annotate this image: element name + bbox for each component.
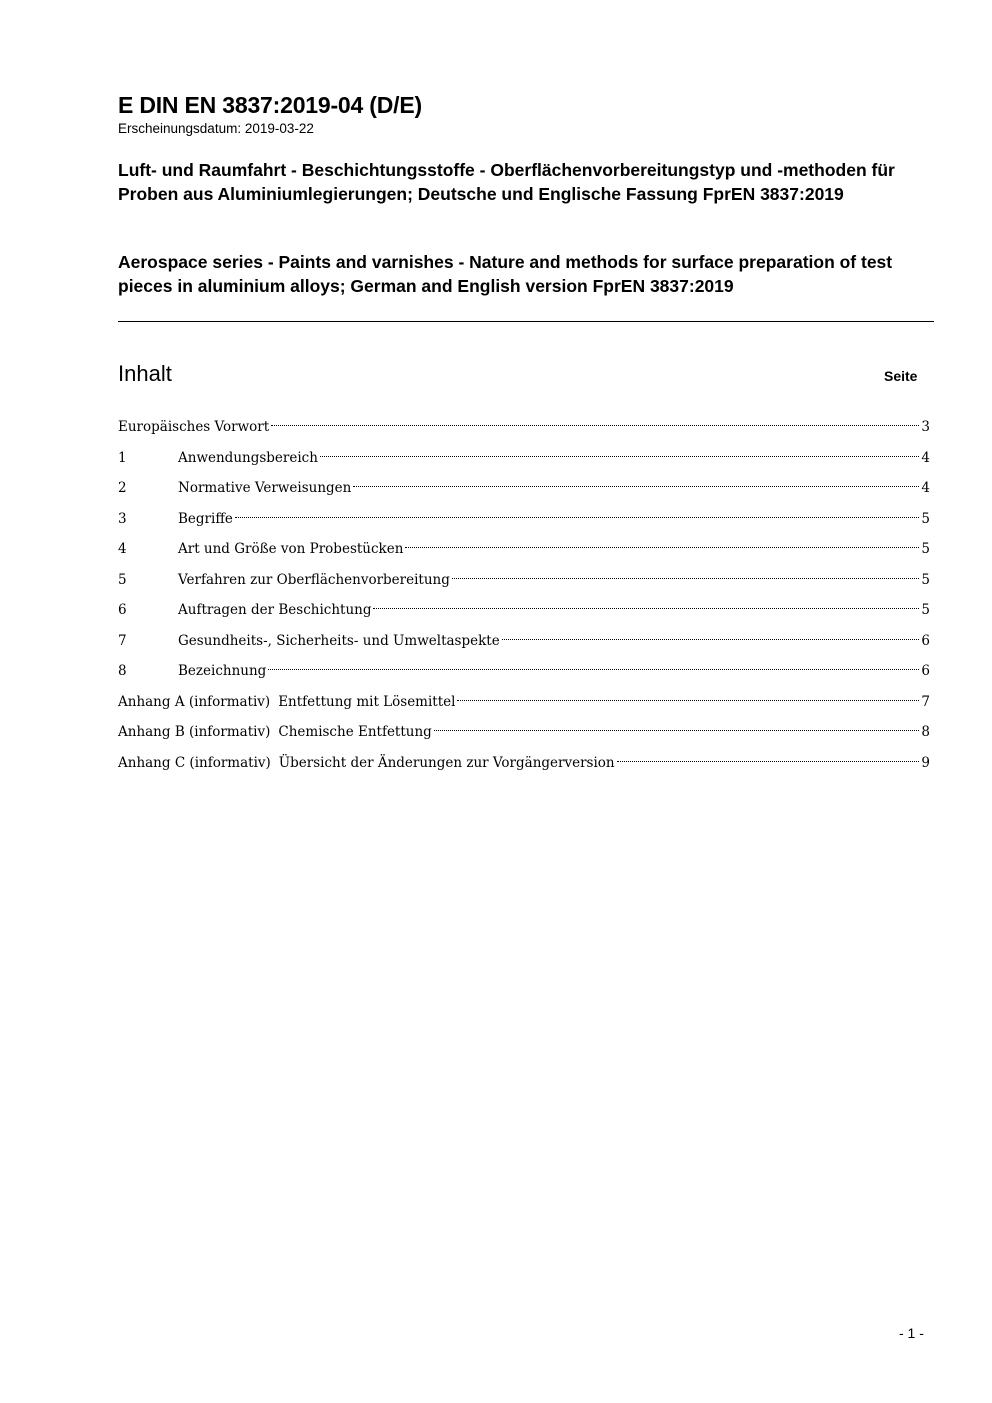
- toc-entry-label: Anwendungsbereich: [178, 449, 318, 466]
- toc-entry-page: 6: [921, 663, 930, 679]
- toc-annex-label: Anhang C (informativ): [118, 754, 271, 771]
- toc-entry-label: Entfettung mit Lösemittel: [278, 693, 456, 710]
- toc-leader-dots: [405, 547, 919, 548]
- toc-entry-5[interactable]: [118, 568, 930, 599]
- toc-entry-label: Art und Größe von Probestücken: [178, 541, 404, 557]
- toc-entry-number: 4: [118, 541, 127, 557]
- toc-entry-4[interactable]: [118, 537, 930, 568]
- toc-leader-dots: [457, 700, 919, 701]
- toc-entry-page: 7: [921, 693, 930, 710]
- toc-heading: Inhalt: [118, 361, 172, 386]
- toc-entry-page: 4: [921, 480, 930, 496]
- toc-entry-page: 9: [921, 754, 930, 771]
- page-number: - 1 -: [899, 1325, 924, 1341]
- toc-entry-label: Gesundheits-, Sicherheits- und Umweltaspekte: [178, 632, 500, 649]
- toc-leader-dots: [268, 669, 919, 670]
- toc-entry-number: 2: [118, 480, 127, 496]
- toc-entry-3[interactable]: [118, 507, 930, 538]
- toc-entry-label: Bezeichnung: [178, 663, 267, 679]
- toc-entry-1[interactable]: [118, 446, 930, 477]
- toc-entry-number: 7: [118, 632, 127, 649]
- toc-entry-number: 8: [118, 663, 127, 679]
- toc-annex-label: Anhang A (informativ): [118, 693, 271, 710]
- toc-leader-dots: [452, 578, 920, 579]
- toc-entry-annex-b[interactable]: [118, 720, 930, 751]
- toc-entry-label: Begriffe: [178, 510, 233, 527]
- toc-entry-label: Verfahren zur Oberflächenvorbereitung: [178, 571, 450, 588]
- toc-entry-page: 5: [921, 571, 930, 588]
- toc-entry-number: 6: [118, 602, 127, 618]
- document-id: E DIN EN 3837:2019-04 (D/E): [118, 92, 422, 118]
- toc-entry-label: Übersicht der Änderungen zur Vorgängerversion: [278, 754, 615, 771]
- toc-annex-label: Anhang B (informativ): [118, 724, 271, 740]
- toc-entry-8[interactable]: [118, 659, 930, 690]
- toc-entry-label: Normative Verweisungen: [178, 480, 352, 496]
- toc-entry-2[interactable]: [118, 476, 930, 507]
- toc-entry-page: 3: [921, 419, 930, 435]
- toc-entry-7[interactable]: [118, 629, 930, 660]
- toc-entry-label: Chemische Entfettung: [278, 724, 432, 740]
- toc-entry-label: Europäisches Vorwort: [118, 419, 270, 435]
- toc-entry-page: 4: [921, 449, 930, 466]
- toc-entry-annex-c[interactable]: [118, 751, 930, 782]
- toc-leader-dots: [434, 730, 920, 731]
- toc-entry-page: 8: [921, 724, 930, 740]
- toc-page-column-label: Seite: [884, 368, 918, 384]
- toc-entry-number: 3: [118, 510, 127, 527]
- toc-entry-number: 5: [118, 571, 127, 588]
- toc-entry-page: 6: [921, 632, 930, 649]
- toc-leader-dots: [617, 761, 920, 762]
- toc-entry-6[interactable]: [118, 598, 930, 629]
- toc-entry-label: Auftragen der Beschichtung: [178, 602, 372, 618]
- toc-leader-dots: [502, 639, 920, 640]
- toc-entry-page: 5: [921, 510, 930, 527]
- toc-entry-number: 1: [118, 449, 127, 466]
- table-of-contents: [118, 415, 930, 781]
- toc-leader-dots: [235, 517, 920, 518]
- publication-date: Erscheinungsdatum: 2019-03-22: [118, 121, 314, 136]
- toc-leader-dots: [373, 608, 919, 609]
- toc-leader-dots: [320, 456, 919, 457]
- toc-entry-page: 5: [921, 602, 930, 618]
- header-divider: [118, 321, 934, 322]
- toc-entry-page: 5: [921, 541, 930, 557]
- toc-leader-dots: [353, 486, 919, 487]
- document-title-german: Luft- und Raumfahrt - Beschichtungsstoffe - Oberflächenvorbereitungstyp und -methoden für Proben aus Aluminiumlegierungen; Deutsche und Englische Fassung FprEN 3837:2019: [118, 160, 895, 204]
- toc-entry-annex-a[interactable]: [118, 690, 930, 721]
- toc-entry-foreword[interactable]: [118, 415, 930, 446]
- document-title-english: Aerospace series - Paints and varnishes - Nature and methods for surface preparation of test pieces in aluminium alloys; German and English version FprEN 3837:2019: [118, 252, 893, 296]
- toc-leader-dots: [271, 425, 919, 426]
